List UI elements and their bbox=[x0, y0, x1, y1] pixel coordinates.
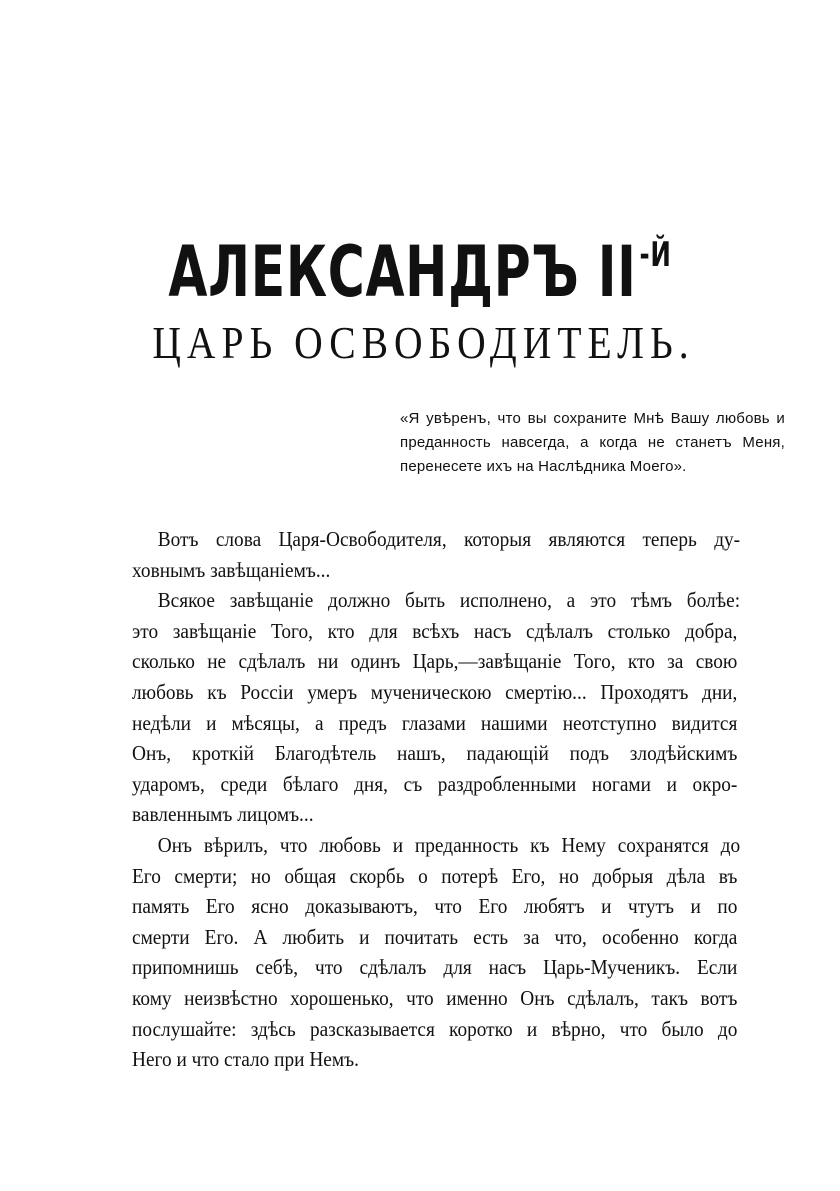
paragraph-2-line-6: Онъ, кроткій Благодѣтель нашъ, падающій подъ злодѣйскимъ bbox=[132, 741, 738, 766]
paragraph-3-line-6: кому неизвѣстно хорошенько, что именно Онъ сдѣлалъ, такъ вотъ bbox=[132, 985, 738, 1010]
paragraph-3-line-3: память Его ясно доказываютъ, что Его любятъ и чтутъ и по bbox=[132, 894, 738, 919]
paragraph-1-line-2: ховнымъ завѣщаніемъ... bbox=[132, 557, 331, 582]
paragraph-2-line-8: вавленнымъ лицомъ... bbox=[132, 802, 314, 827]
title-superscript: -Й bbox=[639, 235, 672, 275]
paragraph-3-line-1: Онъ вѣрилъ, что любовь и преданность къ Нему сохранятся до bbox=[157, 832, 741, 857]
paragraph-3-line-7: послушайте: здѣсь разсказывается коротко и вѣрно, что было до bbox=[132, 1016, 738, 1041]
paragraph-2-line-7: ударомъ, среди бѣлаго дня, съ раздробленными ногами и окро- bbox=[132, 771, 738, 796]
epigraph-quote: «Я увѣренъ, что вы сохраните Мнѣ Вашу любовь и преданность навсегда, а когда не станетъ Меня, перенесете ихъ на Наслѣдника Моего». bbox=[400, 410, 785, 475]
paragraph-2-line-2: это завѣщаніе Того, кто для всѣхъ насъ сдѣлалъ столько добра, bbox=[132, 618, 738, 643]
body-text bbox=[132, 524, 741, 1075]
paragraph-2-line-5: недѣли и мѣсяцы, а предъ глазами нашими неотступно видится bbox=[132, 710, 738, 735]
paragraph-2-line-3: сколько не сдѣлалъ ни одинъ Царь,—завѣщаніе Того, кто за свою bbox=[132, 649, 738, 674]
page-title bbox=[118, 214, 723, 313]
paragraph-3-line-8: Него и что стало при Немъ. bbox=[132, 1047, 359, 1072]
paragraph-1-line-1: Вотъ слова Царя-Освободителя, которыя являются теперь ду- bbox=[157, 527, 741, 551]
paragraph-2-line-1: Всякое завѣщаніе должно быть исполнено, а это тѣмъ болѣе: bbox=[157, 588, 741, 613]
paragraph-3-line-5: припомнишь себѣ, что сдѣлалъ для насъ Царь-Мученикъ. Если bbox=[132, 955, 738, 980]
paragraph-2-line-4: любовь къ Россіи умеръ мученическою смертію... Проходятъ дни, bbox=[132, 679, 738, 704]
page-subtitle: ЦАРЬ ОСВОБОДИТЕЛЬ. bbox=[152, 317, 695, 368]
title-main: АЛЕКСАНДРЪ II bbox=[168, 231, 637, 313]
paragraph-3-line-4: смерти Его. А любить и почитать есть за что, особенно когда bbox=[132, 924, 738, 949]
paragraph-3-line-2: Его смерти; но общая скорбь о потерѣ Его, но добрыя дѣла въ bbox=[132, 863, 738, 888]
